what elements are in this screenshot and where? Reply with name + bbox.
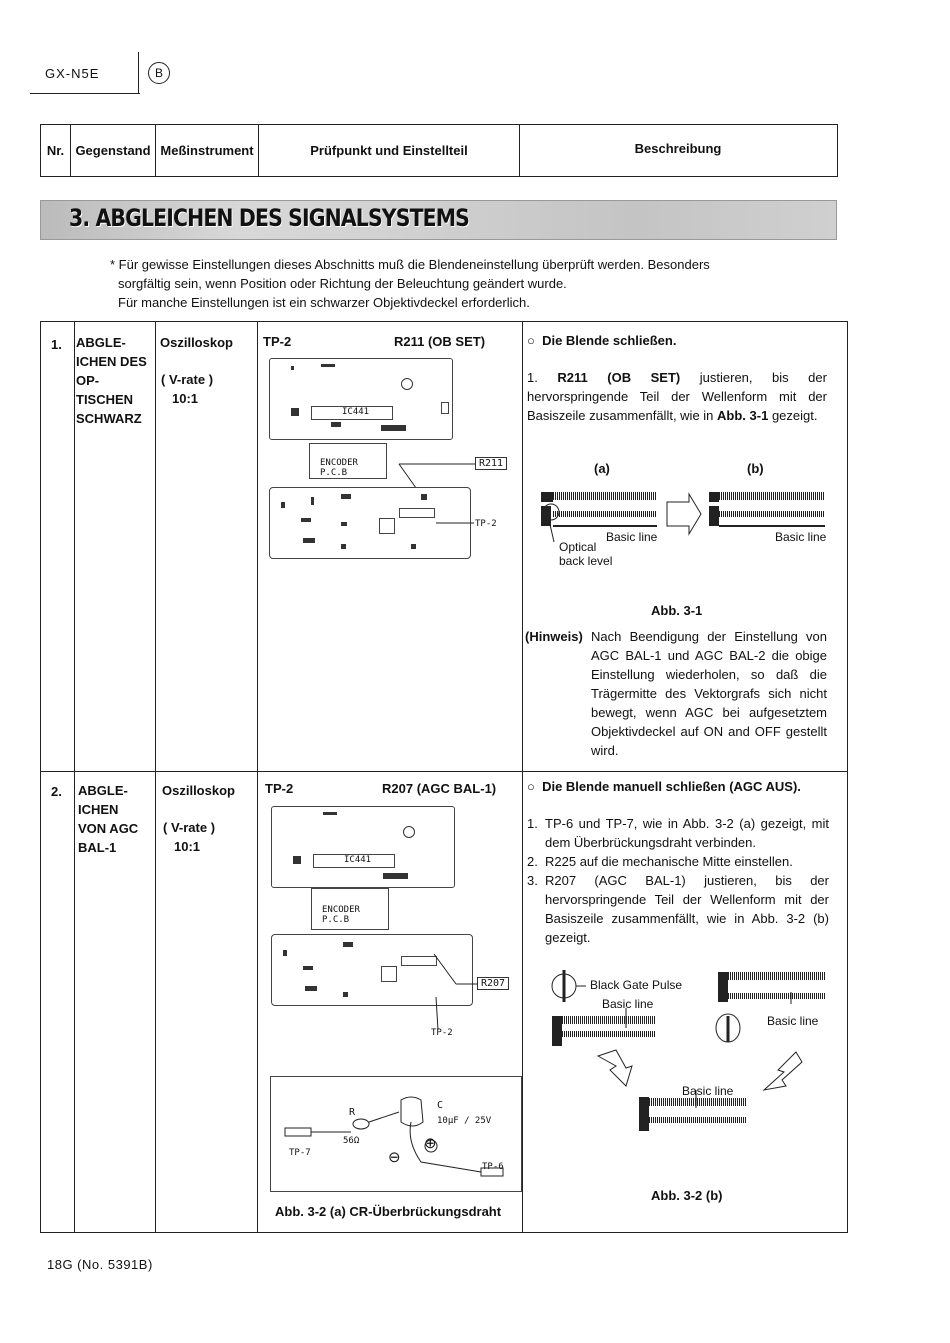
- basic-line-b: Basic line: [775, 530, 827, 544]
- region-badge: B: [148, 62, 170, 84]
- r211-label: R211: [475, 457, 507, 470]
- item-line: ICHEN DES: [76, 354, 147, 369]
- step-text: justieren, bis der hervorspringende Teil der Wellenform mit der Basiszeile zusammenfällt, wie in: [527, 370, 827, 423]
- step-item: [527, 871, 829, 947]
- basic-line-1: Basic line: [602, 997, 654, 1011]
- fig-3-2a-caption: Abb. 3-2 (a) CR-Überbrückungsdraht: [275, 1204, 502, 1219]
- pcb-component: [403, 826, 415, 838]
- pcb-component: [379, 518, 395, 534]
- pcb-component: [343, 992, 348, 997]
- row2-steps: [527, 814, 829, 947]
- cr-res-label: 56Ω: [343, 1136, 360, 1146]
- step-number: 2.: [527, 854, 538, 869]
- pcb-component: [383, 873, 408, 879]
- pcb-component: [401, 378, 413, 390]
- page-footer: 18G (No. 5391B): [47, 1257, 153, 1272]
- row1-ratio: 10:1: [172, 391, 199, 406]
- row2-adj: R207 (AGC BAL-1): [382, 781, 497, 796]
- col-description: Beschreibung: [634, 141, 722, 156]
- row-divider: [41, 771, 847, 772]
- pcb-component: [293, 856, 301, 864]
- divider: [522, 322, 523, 1232]
- item-line: ABGLE-: [78, 783, 128, 798]
- pcb-component: [301, 518, 311, 522]
- step-end: gezeigt.: [771, 408, 818, 423]
- row1-instrument: Oszilloskop: [160, 335, 233, 350]
- pcb-component: [421, 494, 427, 500]
- row1-adj: R211 (OB SET): [394, 334, 486, 349]
- pcb-component: [411, 544, 416, 549]
- circle-item-text: Die Blende manuell schließen (AGC AUS).: [542, 779, 801, 794]
- step-number: 1.: [527, 816, 538, 831]
- back-level-label: back level: [559, 554, 613, 568]
- black-gate-label: Black Gate Pulse: [590, 978, 683, 992]
- pcb-component: [341, 522, 347, 526]
- encoder-label: ENCODER P.C.B: [322, 905, 360, 925]
- step-text: R207 (AGC BAL-1) justieren, bis der hervorspringende Teil der Wellenform mit der Basiszeile zusammenfällt, wie in Abb. 3-2 (b) gezeigt.: [545, 873, 829, 945]
- pcb-component: [343, 942, 353, 947]
- row2-tp: TP-2: [265, 781, 294, 796]
- row2-vrate: ( V-rate ): [163, 820, 216, 835]
- circle-item-text: Die Blende schließen.: [542, 333, 677, 348]
- cr-tp6-label: TP-6: [482, 1162, 504, 1172]
- pcb-component: [291, 408, 299, 416]
- column-header: [40, 124, 838, 177]
- col-nr: Nr.: [41, 125, 71, 176]
- plus-icon: ⊕: [424, 1135, 437, 1152]
- basic-line-3: Basic line: [682, 1084, 734, 1098]
- step-number: 3.: [527, 873, 538, 888]
- row2-nr: 2.: [51, 784, 62, 799]
- pcb-component: [341, 544, 346, 549]
- step-text: TP-6 und TP-7, wie in Abb. 3-2 (a) gezeigt, mit dem Überbrückungsdraht verbinden.: [545, 816, 829, 850]
- encoder-label: ENCODER P.C.B: [320, 458, 358, 478]
- item-line: ABGLE-: [76, 335, 126, 350]
- pcb-component: [303, 538, 315, 543]
- step-fig-ref: Abb. 3-1: [717, 408, 769, 423]
- pcb-component: [381, 966, 397, 982]
- item-line: TISCHEN: [76, 392, 134, 407]
- main-pcb: [271, 806, 455, 888]
- item-line: BAL-1: [78, 840, 117, 855]
- tp2-label: TP-2: [475, 519, 497, 529]
- step-item: [527, 852, 829, 871]
- pcb-component: [323, 812, 337, 815]
- r207-leader: [426, 942, 481, 1042]
- divider: [257, 322, 258, 1232]
- intro-notes: [110, 255, 790, 312]
- col-item: Gegenstand: [71, 125, 156, 176]
- pcb-component: [341, 494, 351, 499]
- vrate-label: V-rate: [170, 820, 208, 835]
- label-b: (b): [747, 461, 764, 476]
- pcb-component: [281, 502, 285, 508]
- pcb-component: [305, 986, 317, 991]
- row2-ratio: 10:1: [174, 839, 201, 854]
- ic-label: IC441: [344, 855, 372, 865]
- ic-chip: [311, 406, 393, 420]
- tp2-label: TP-2: [431, 1028, 453, 1038]
- section-banner: [40, 200, 837, 240]
- pcb-component: [283, 950, 287, 956]
- col-point: Prüfpunkt und Einstellteil: [259, 125, 520, 176]
- tp2-leader: [436, 517, 476, 529]
- encoder-pcb: [309, 443, 387, 479]
- pcb-component: [303, 966, 313, 970]
- model-number: GX-N5E: [45, 66, 100, 81]
- item-line: VON AGC: [78, 821, 139, 836]
- pcb-component: [381, 425, 406, 431]
- hinweis-label: (Hinweis): [525, 629, 583, 644]
- row1-nr: 1.: [51, 337, 62, 352]
- pcb-component: [321, 364, 335, 367]
- section-title: 3. ABGLEICHEN DES SIGNALSYSTEMS: [69, 204, 470, 232]
- hinweis-text: Nach Beendigung der Einstellung von AGC BAL-1 und AGC BAL-2 die obige Einstellung wiederholen, so daß die Trägermitte des Vektorgrafs sich nicht bewegt, wenn AGC bei aufgesetztem Objektivdeckel auf ON and OFF gestellt wird.: [591, 629, 827, 758]
- cr-c-label: C: [437, 1100, 444, 1111]
- pcb-component: [331, 422, 341, 427]
- pcb-component: [311, 497, 314, 505]
- vrate-label: V-rate: [168, 372, 206, 387]
- pcb-component: [291, 366, 294, 370]
- r207-label: R207: [477, 977, 509, 990]
- ic-label: IC441: [342, 407, 370, 417]
- header-divider: [138, 52, 139, 94]
- row2-instrument: Oszilloskop: [162, 783, 235, 798]
- cr-bridge-drawing: [281, 1092, 511, 1187]
- cr-tp7-label: TP-7: [289, 1148, 311, 1158]
- note-line: * Für gewisse Einstellungen dieses Abschnitts muß die Blendeneinstellung überprüft werden. Besonders: [110, 257, 710, 272]
- row1-step: [527, 368, 827, 425]
- row1-vrate: ( V-rate ): [161, 372, 214, 387]
- row1-item: [76, 333, 154, 428]
- note-line: sorgfältig sein, wenn Position oder Richtung der Beleuchtung geändert wurde.: [118, 276, 567, 291]
- note-line: Für manche Einstellungen ist ein schwarzer Objektivdeckel erforderlich.: [118, 295, 530, 310]
- optical-label: Optical: [559, 540, 597, 554]
- item-line: OP-: [76, 373, 100, 388]
- label-a: (a): [594, 461, 610, 476]
- main-pcb: [269, 358, 453, 440]
- pcb-component: [441, 402, 449, 414]
- basic-line-a: Basic line: [606, 530, 658, 544]
- ic-chip: [313, 854, 395, 868]
- row2-circle-item: ○ Die Blende manuell schließen (AGC AUS).: [527, 779, 801, 794]
- item-line: ICHEN: [78, 802, 119, 817]
- divider: [155, 322, 156, 1232]
- encoder-pcb: [311, 888, 389, 930]
- step-bold: R211 (OB SET): [557, 370, 681, 385]
- cr-cap-label: 10µF / 25V: [437, 1116, 492, 1126]
- row1-tp: TP-2: [263, 334, 292, 349]
- pcb-component: [399, 508, 435, 518]
- procedure-table: [40, 321, 848, 1233]
- col-instrument: Meßinstrument: [156, 125, 259, 176]
- cr-r-label: R: [349, 1107, 356, 1118]
- step-item: [527, 814, 829, 852]
- fig-3-2b-caption: Abb. 3-2 (b): [651, 1188, 723, 1203]
- step-number: 1.: [527, 370, 538, 385]
- minus-icon: ⊖: [388, 1149, 401, 1166]
- basic-line-2: Basic line: [767, 1014, 819, 1028]
- row2-item: [78, 781, 156, 857]
- header-underline: [30, 93, 140, 94]
- item-line: SCHWARZ: [76, 411, 142, 426]
- row1-circle-item: ○ Die Blende schließen.: [527, 333, 677, 348]
- fig-3-1-caption: Abb. 3-1: [651, 603, 703, 618]
- divider: [74, 322, 75, 1232]
- step-text: R225 auf die mechanische Mitte einstellen.: [545, 854, 793, 869]
